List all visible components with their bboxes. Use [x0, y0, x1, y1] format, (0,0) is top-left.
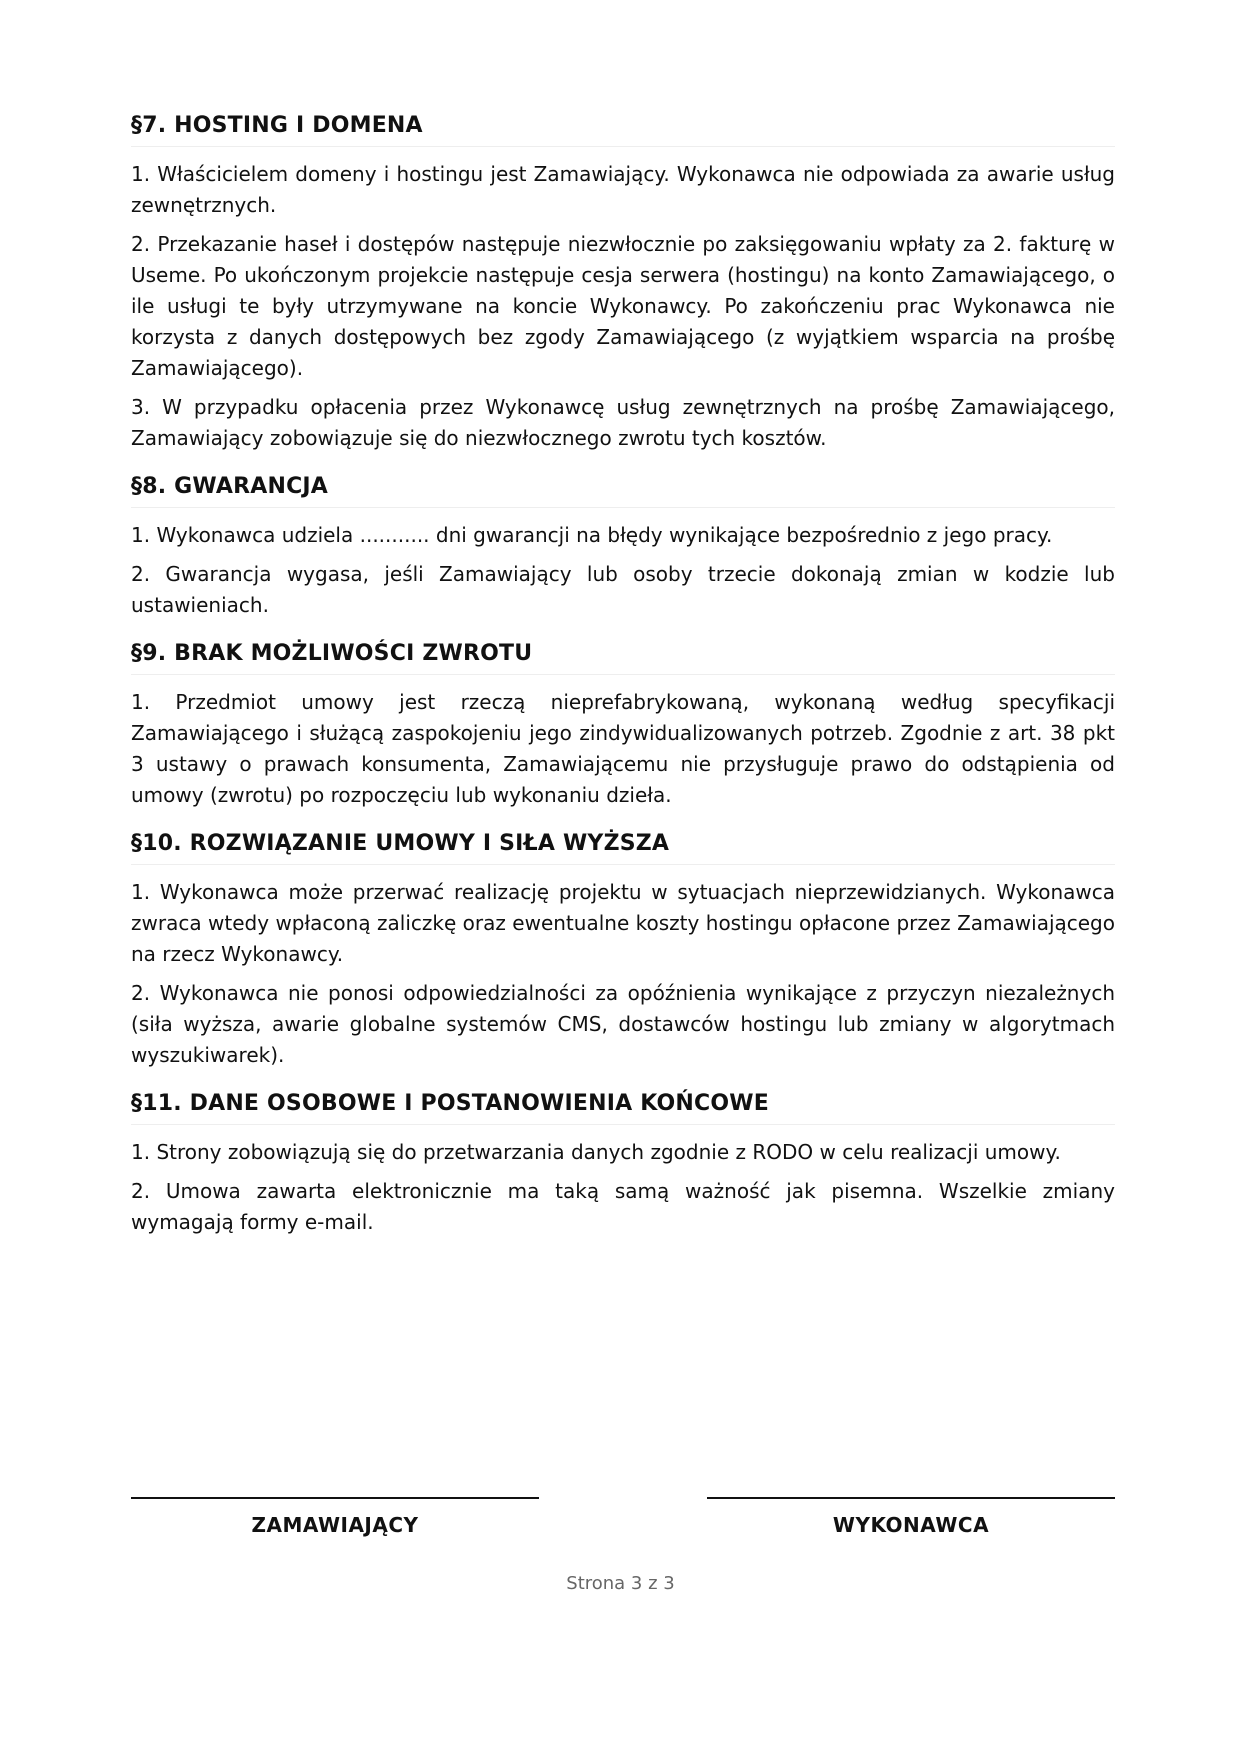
paragraph: 2. Wykonawca nie ponosi odpowiedzialności za opóźnienia wynikające z przyczyn niezależnych (siła wyższa, awarie globalne systemów CMS, dostawców hostingu lub zmiany w algorytmach wyszukiwarek).: [131, 981, 1115, 1067]
signature-label-client: ZAMAWIAJĄCY: [251, 1513, 419, 1537]
section-paragraphs: [131, 877, 1115, 1071]
paragraph: 2. Przekazanie haseł i dostępów następuje niezwłocznie po zaksięgowaniu wpłaty za 2. fakturę w Useme. Po ukończonym projekcie następuje cesja serwera (hostingu) na konto Zamawiającego, o ile usługi te były utrzymywane na koncie Wykonawcy. Po zakończeniu prac Wykonawca nie korzysta z danych dostępowych bez zgody Zamawiającego (z wyjątkiem wsparcia na prośbę Zamawiającego).: [131, 232, 1115, 380]
document-body: [131, 111, 1115, 1256]
paragraph: 1. Strony zobowiązują się do przetwarzania danych zgodnie z RODO w celu realizacji umowy.: [131, 1140, 1061, 1164]
page-number: Strona 3 z 3: [566, 1573, 675, 1594]
paragraph: 1. Przedmiot umowy jest rzeczą nieprefabrykowaną, wykonaną według specyfikacji Zamawiającego i służącą zaspokojeniu jego zindywidualizowanych potrzeb. Zgodnie z art. 38 pkt 3 ustawy o prawach konsumenta, Zamawiającemu nie przysługuje prawo do odstąpienia od umowy (zwrotu) po rozpoczęciu lub wykonaniu dzieła.: [131, 690, 1115, 807]
section-title: §11. DANE OSOBOWE I POSTANOWIENIA KOŃCOWE: [131, 1089, 1115, 1125]
signature-line: [707, 1497, 1115, 1499]
signature-block-contractor: [707, 1497, 1115, 1537]
section-title: §10. ROZWIĄZANIE UMOWY I SIŁA WYŻSZA: [131, 829, 1115, 865]
signature-line: [131, 1497, 539, 1499]
signature-block-client: [131, 1497, 539, 1537]
section-9-no-return: [131, 639, 1115, 811]
section-paragraphs: [131, 520, 1115, 621]
paragraph: 2. Gwarancja wygasa, jeśli Zamawiający lub osoby trzecie dokonają zmian w kodzie lub ustawieniach.: [131, 562, 1115, 617]
paragraph: 1. Wykonawca może przerwać realizację projektu w sytuacjach nieprzewidzianych. Wykonawca zwraca wtedy wpłaconą zaliczkę oraz ewentualne koszty hostingu opłacone przez Zamawiającego na rzecz Wykonawcy.: [131, 880, 1115, 966]
section-title: §7. HOSTING I DOMENA: [131, 111, 1115, 147]
paragraph: 1. Właścicielem domeny i hostingu jest Zamawiający. Wykonawca nie odpowiada za awarie usług zewnętrznych.: [131, 162, 1115, 217]
section-paragraphs: [131, 687, 1115, 811]
section-8-warranty: [131, 472, 1115, 621]
section-7-hosting: [131, 111, 1115, 454]
signature-label-contractor: WYKONAWCA: [832, 1513, 990, 1537]
section-paragraphs: [131, 1137, 1115, 1238]
section-title: §8. GWARANCJA: [131, 472, 1115, 508]
section-11-personal-data: [131, 1089, 1115, 1238]
paragraph: 3. W przypadku opłacenia przez Wykonawcę usług zewnętrznych na prośbę Zamawiającego, Zamawiający zobowiązuje się do niezwłocznego zwrotu tych kosztów.: [131, 395, 1115, 450]
section-title: §9. BRAK MOŻLIWOŚCI ZWROTU: [131, 639, 1115, 675]
signature-area: [131, 1497, 1115, 1557]
paragraph: 2. Umowa zawarta elektronicznie ma taką samą ważność jak pisemna. Wszelkie zmiany wymagają formy e-mail.: [131, 1179, 1115, 1234]
paragraph: 1. Wykonawca udziela ........... dni gwarancji na błędy wynikające bezpośrednio z jego pracy.: [131, 523, 1053, 547]
section-10-termination: [131, 829, 1115, 1071]
section-paragraphs: [131, 159, 1115, 454]
